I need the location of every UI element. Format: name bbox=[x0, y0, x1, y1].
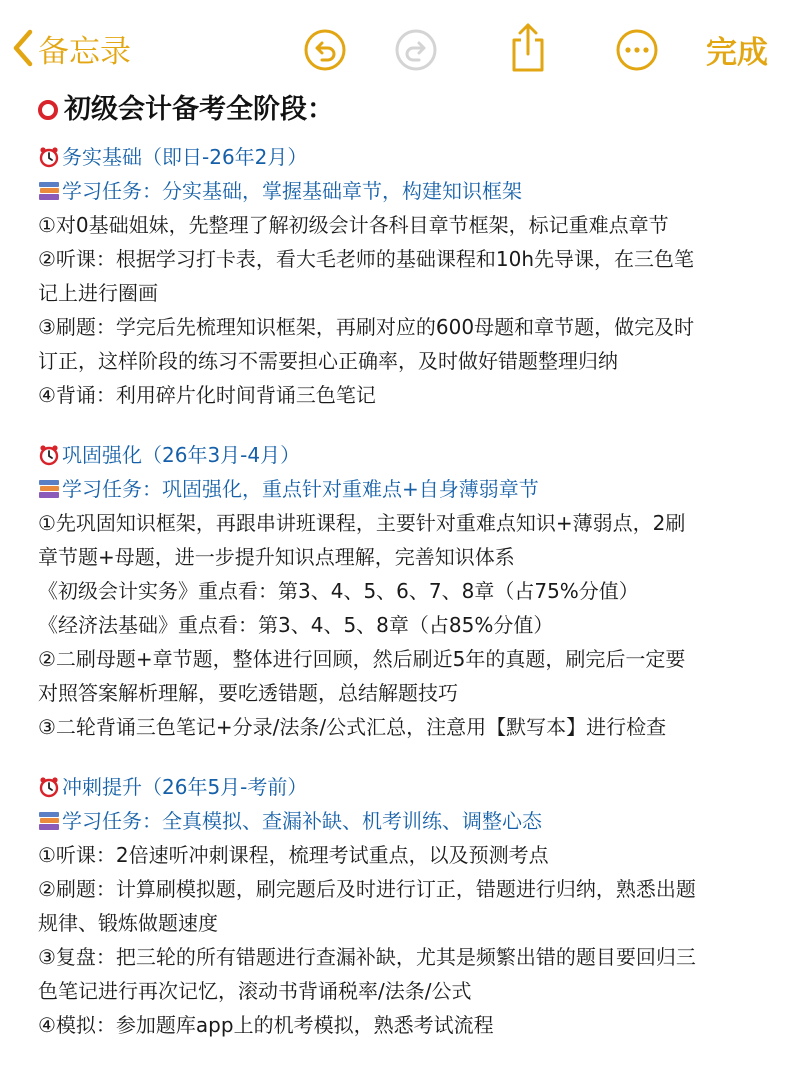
chevron-left-icon bbox=[12, 29, 34, 67]
notes-toolbar bbox=[0, 0, 800, 96]
more-icon bbox=[615, 28, 659, 72]
phase-section bbox=[38, 140, 778, 412]
note-line: ②听课：根据学习打卡表，看大毛老师的基础课程和10h先导课，在三色笔 bbox=[38, 247, 695, 271]
phase-section bbox=[38, 770, 778, 1042]
note-line: 《初级会计实务》重点看：第3、4、5、6、7、8章（占75%分值） bbox=[38, 579, 639, 603]
redo-icon bbox=[394, 28, 438, 72]
phase-heading-row bbox=[38, 438, 778, 472]
note-line: ②刷题：计算刷模拟题，刷完题后及时进行订正，错题进行归纳，熟悉出题 bbox=[38, 877, 696, 901]
note-line: ①听课：2倍速听冲刺课程，梳理考试重点，以及预测考点 bbox=[38, 843, 549, 867]
done-button[interactable]: 完成 bbox=[706, 34, 768, 71]
phase-heading: 巩固强化（26年3月-4月） bbox=[62, 443, 301, 467]
note-line: ④模拟：参加题库app上的机考模拟，熟悉考试流程 bbox=[38, 1013, 494, 1037]
redo-button[interactable] bbox=[393, 27, 439, 73]
more-button[interactable] bbox=[614, 27, 660, 73]
task-text: 学习任务：分实基础，掌握基础章节，构建知识框架 bbox=[62, 179, 522, 203]
task-text: 学习任务：全真模拟、查漏补缺、机考训练、调整心态 bbox=[62, 809, 542, 833]
books-icon bbox=[38, 478, 60, 500]
phase-heading-row bbox=[38, 140, 778, 174]
red-circle-icon bbox=[38, 100, 58, 120]
back-button[interactable] bbox=[12, 24, 131, 72]
note-line: 记上进行圈画 bbox=[38, 281, 158, 305]
note-line: ②二刷母题+章节题，整体进行回顾，然后刷近5年的真题，刷完后一定要 bbox=[38, 647, 686, 671]
note-line: 规律、锻炼做题速度 bbox=[38, 911, 218, 935]
note-line: ④背诵：利用碎片化时间背诵三色笔记 bbox=[38, 383, 376, 407]
phase-heading-row bbox=[38, 770, 778, 804]
task-text: 学习任务：巩固强化，重点针对重难点+自身薄弱章节 bbox=[62, 477, 539, 501]
task-row bbox=[38, 472, 778, 506]
task-row bbox=[38, 174, 778, 208]
phase-section bbox=[38, 438, 778, 744]
note-line: ③刷题：学完后先梳理知识框架，再刷对应的600母题和章节题，做完及时 bbox=[38, 315, 695, 339]
note-line: 章节题+母题，进一步提升知识点理解，完善知识体系 bbox=[38, 545, 515, 569]
note-line: 订正，这样阶段的练习不需要担心正确率，及时做好错题整理归纳 bbox=[38, 349, 618, 373]
note-body[interactable] bbox=[38, 90, 778, 1042]
note-line: 色笔记进行再次记忆，滚动书背诵税率/法条/公式 bbox=[38, 979, 472, 1003]
share-button[interactable] bbox=[505, 20, 551, 76]
page-title: 初级会计备考全阶段： bbox=[64, 94, 334, 125]
undo-button[interactable] bbox=[302, 27, 348, 73]
note-line: 《经济法基础》重点看：第3、4、5、8章（占85%分值） bbox=[38, 613, 554, 637]
back-label: 备忘录 bbox=[38, 33, 131, 70]
books-icon bbox=[38, 810, 60, 832]
undo-icon bbox=[303, 28, 347, 72]
alarm-clock-icon bbox=[38, 444, 60, 466]
note-line: ③二轮背诵三色笔记+分录/法条/公式汇总，注意用【默写本】进行检查 bbox=[38, 715, 667, 739]
note-line: 对照答案解析理解，要吃透错题，总结解题技巧 bbox=[38, 681, 458, 705]
note-line: ③复盘：把三轮的所有错题进行查漏补缺，尤其是频繁出错的题目要回归三 bbox=[38, 945, 696, 969]
alarm-clock-icon bbox=[38, 776, 60, 798]
alarm-clock-icon bbox=[38, 146, 60, 168]
task-row bbox=[38, 804, 778, 838]
note-line: ①先巩固知识框架，再跟串讲班课程，主要针对重难点知识+薄弱点，2刷 bbox=[38, 511, 686, 535]
share-icon bbox=[508, 22, 548, 74]
phase-heading: 务实基础（即日-26年2月） bbox=[62, 145, 308, 169]
phase-heading: 冲刺提升（26年5月-考前） bbox=[62, 775, 308, 799]
note-line: ①对0基础姐妹，先整理了解初级会计各科目章节框架，标记重难点章节 bbox=[38, 213, 669, 237]
page-title-row bbox=[38, 90, 778, 130]
books-icon bbox=[38, 180, 60, 202]
